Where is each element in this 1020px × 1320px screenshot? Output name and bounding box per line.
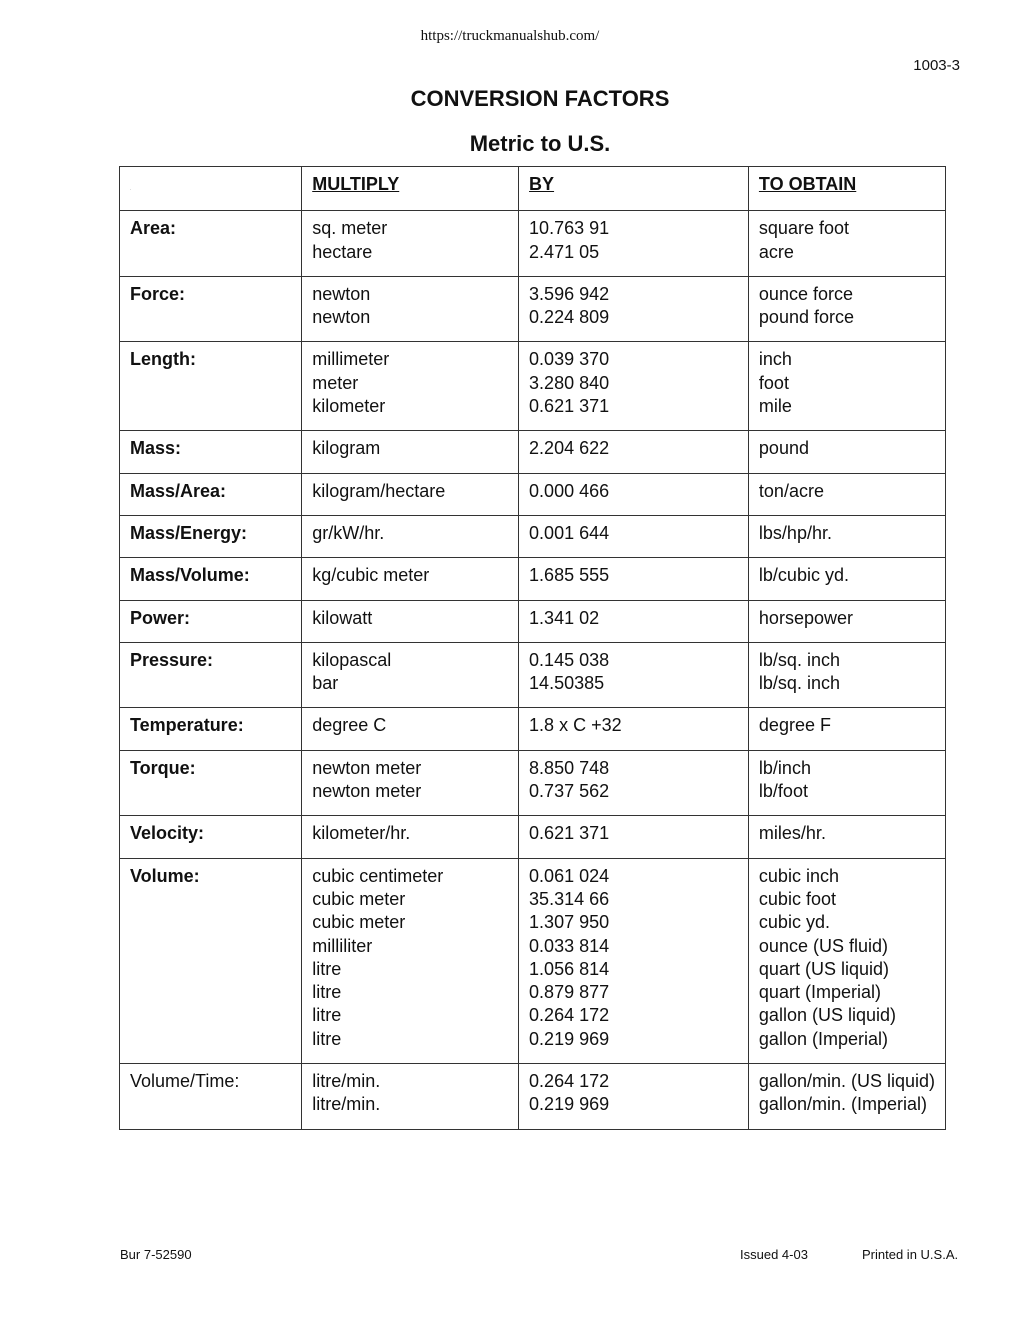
- to-obtain-value: lbs/hp/hr.: [758, 522, 832, 543]
- factor-cell: [519, 858, 749, 1063]
- factor-value: 0.621 371: [529, 396, 610, 417]
- factor-value: 0.737 562: [529, 781, 610, 802]
- factor-value: 0.879 877: [529, 982, 610, 1003]
- category-label: Area:: [130, 218, 177, 239]
- to-obtain-cell: [748, 211, 945, 277]
- factor-value: 1.056 814: [529, 958, 610, 979]
- footer-issued: Issued 4-03: [740, 1247, 808, 1262]
- multiply-value: milliliter: [312, 935, 373, 956]
- to-obtain-value: ounce (US fluid): [758, 935, 888, 956]
- to-obtain-cell: [748, 600, 945, 642]
- multiply-value: cubic meter: [312, 888, 406, 909]
- multiply-value: newton: [312, 283, 371, 304]
- category-cell: [120, 558, 302, 600]
- factor-value: 0.039 370: [529, 349, 610, 370]
- factor-value: 0.264 172: [529, 1071, 610, 1092]
- to-obtain-value: gallon/min. (Imperial): [758, 1094, 927, 1115]
- table-row: [120, 642, 946, 708]
- to-obtain-value: mile: [758, 396, 792, 417]
- multiply-value: newton meter: [312, 781, 422, 802]
- multiply-cell: [302, 600, 519, 642]
- factor-value: 8.850 748: [529, 757, 610, 778]
- to-obtain-cell: [748, 750, 945, 816]
- category-label: Torque:: [130, 757, 196, 778]
- to-obtain-value: ton/acre: [758, 480, 824, 501]
- table-row: [120, 342, 946, 431]
- factor-value: 3.280 840: [529, 372, 610, 393]
- to-obtain-value: ounce force: [758, 283, 853, 304]
- multiply-cell: [302, 515, 519, 557]
- category-label: Volume:: [130, 865, 200, 886]
- multiply-value: litre: [312, 982, 342, 1003]
- category-label: Pressure:: [130, 649, 214, 670]
- multiply-value: litre: [312, 1028, 342, 1049]
- factor-cell: [519, 600, 749, 642]
- factor-value: 0.219 969: [529, 1094, 610, 1115]
- multiply-cell: [302, 473, 519, 515]
- multiply-value: hectare: [312, 241, 373, 262]
- to-obtain-value: quart (Imperial): [758, 982, 881, 1003]
- multiply-value: kilogram: [312, 438, 381, 459]
- header-to-obtain: [748, 167, 945, 211]
- factor-cell: [519, 816, 749, 858]
- multiply-cell: [302, 342, 519, 431]
- to-obtain-cell: [748, 473, 945, 515]
- source-url: https://truckmanualshub.com/: [420, 28, 600, 44]
- multiply-value: litre: [312, 958, 342, 979]
- corner-mark: .: [130, 186, 132, 191]
- category-label: Velocity:: [130, 823, 205, 844]
- category-cell: [120, 342, 302, 431]
- to-obtain-value: acre: [758, 241, 794, 262]
- category-label: Mass:: [130, 438, 182, 459]
- category-cell: [120, 1064, 302, 1130]
- to-obtain-value: lb/cubic yd.: [758, 565, 849, 586]
- factor-value: 1.685 555: [529, 565, 610, 586]
- category-label: Volume/Time:: [130, 1071, 240, 1092]
- factor-value: 1.8 x C +32: [529, 715, 622, 736]
- factor-value: 0.621 371: [529, 823, 610, 844]
- category-cell: [120, 276, 302, 342]
- factor-cell: [519, 708, 749, 750]
- header-by-label: BY: [529, 174, 555, 194]
- to-obtain-value: quart (US liquid): [758, 958, 889, 979]
- factor-value: 35.314 66: [529, 888, 610, 909]
- category-cell: [120, 750, 302, 816]
- multiply-value: kilometer: [312, 396, 386, 417]
- header-multiply: [302, 167, 519, 211]
- to-obtain-value: gallon (US liquid): [758, 1005, 896, 1026]
- category-cell: [120, 211, 302, 277]
- to-obtain-cell: [748, 816, 945, 858]
- header-corner: [120, 167, 302, 211]
- category-label: Force:: [130, 283, 186, 304]
- factor-value: 0.033 814: [529, 935, 610, 956]
- multiply-cell: [302, 276, 519, 342]
- table-body: [120, 211, 946, 1129]
- factor-cell: [519, 473, 749, 515]
- multiply-cell: [302, 431, 519, 473]
- table-row: [120, 211, 946, 277]
- table-row: [120, 708, 946, 750]
- page-number: 1003-3: [913, 57, 960, 74]
- multiply-value: cubic centimeter: [312, 865, 444, 886]
- to-obtain-value: lb/sq. inch: [758, 673, 840, 694]
- to-obtain-value: inch: [758, 349, 792, 370]
- multiply-value: millimeter: [312, 349, 390, 370]
- to-obtain-cell: [748, 342, 945, 431]
- to-obtain-cell: [748, 708, 945, 750]
- multiply-value: degree C: [312, 715, 387, 736]
- factor-cell: [519, 211, 749, 277]
- header-to-obtain-label: TO OBTAIN: [758, 174, 857, 194]
- category-label: Length:: [130, 349, 196, 370]
- table-row: [120, 816, 946, 858]
- table-row: [120, 431, 946, 473]
- table-row: [120, 750, 946, 816]
- table-header-row: [120, 167, 946, 211]
- factor-cell: [519, 750, 749, 816]
- category-label: Mass/Volume:: [130, 565, 250, 586]
- factor-cell: [519, 515, 749, 557]
- factor-value: 2.204 622: [529, 438, 610, 459]
- multiply-value: newton: [312, 307, 371, 328]
- multiply-cell: [302, 816, 519, 858]
- category-cell: [120, 816, 302, 858]
- table-row: [120, 515, 946, 557]
- page-title: CONVERSION FACTORS: [410, 86, 670, 111]
- multiply-value: cubic meter: [312, 912, 406, 933]
- to-obtain-cell: [748, 431, 945, 473]
- multiply-cell: [302, 708, 519, 750]
- to-obtain-value: lb/sq. inch: [758, 649, 840, 670]
- to-obtain-value: pound force: [758, 307, 854, 328]
- to-obtain-cell: [748, 1064, 945, 1130]
- to-obtain-cell: [748, 515, 945, 557]
- to-obtain-value: lb/inch: [758, 757, 811, 778]
- factor-value: 1.341 02: [529, 607, 600, 628]
- factor-cell: [519, 431, 749, 473]
- factor-value: 10.763 91: [529, 218, 610, 239]
- multiply-cell: [302, 1064, 519, 1130]
- to-obtain-cell: [748, 558, 945, 600]
- to-obtain-value: cubic inch: [758, 865, 839, 886]
- multiply-cell: [302, 211, 519, 277]
- multiply-value: kilogram/hectare: [312, 480, 446, 501]
- category-cell: [120, 515, 302, 557]
- factor-cell: [519, 1064, 749, 1130]
- multiply-cell: [302, 558, 519, 600]
- to-obtain-value: horsepower: [758, 607, 853, 628]
- multiply-value: kg/cubic meter: [312, 565, 430, 586]
- table-row: [120, 1064, 946, 1130]
- footer-doc-code: Bur 7-52590: [120, 1247, 192, 1262]
- to-obtain-value: miles/hr.: [758, 823, 826, 844]
- header-by: [519, 167, 749, 211]
- header-multiply-label: MULTIPLY: [312, 174, 400, 194]
- category-cell: [120, 600, 302, 642]
- factor-value: 0.219 969: [529, 1028, 610, 1049]
- multiply-value: newton meter: [312, 757, 422, 778]
- category-label: Mass/Area:: [130, 480, 227, 501]
- factor-value: 1.307 950: [529, 912, 610, 933]
- factor-value: 0.061 024: [529, 865, 610, 886]
- table-row: [120, 473, 946, 515]
- to-obtain-value: cubic foot: [758, 888, 836, 909]
- factor-value: 0.145 038: [529, 649, 610, 670]
- multiply-cell: [302, 642, 519, 708]
- category-cell: [120, 858, 302, 1063]
- to-obtain-value: degree F: [758, 715, 831, 736]
- category-cell: [120, 642, 302, 708]
- category-label: Mass/Energy:: [130, 522, 248, 543]
- category-label: Temperature:: [130, 715, 244, 736]
- factor-value: 0.000 466: [529, 480, 610, 501]
- multiply-value: meter: [312, 372, 359, 393]
- category-label: Power:: [130, 607, 191, 628]
- conversion-table: [119, 166, 946, 1130]
- page-subtitle: Metric to U.S.: [469, 131, 611, 156]
- category-cell: [120, 473, 302, 515]
- multiply-cell: [302, 750, 519, 816]
- multiply-value: kilopascal: [312, 649, 392, 670]
- multiply-value: litre: [312, 1005, 342, 1026]
- to-obtain-cell: [748, 858, 945, 1063]
- factor-cell: [519, 276, 749, 342]
- factor-value: 0.264 172: [529, 1005, 610, 1026]
- multiply-value: kilometer/hr.: [312, 823, 411, 844]
- to-obtain-value: pound: [758, 438, 809, 459]
- category-cell: [120, 431, 302, 473]
- to-obtain-cell: [748, 276, 945, 342]
- multiply-value: sq. meter: [312, 218, 388, 239]
- factor-value: 14.50385: [529, 673, 605, 694]
- factor-value: 0.001 644: [529, 522, 610, 543]
- table-row: [120, 276, 946, 342]
- factor-value: 2.471 05: [529, 241, 600, 262]
- factor-cell: [519, 342, 749, 431]
- table-row: [120, 600, 946, 642]
- to-obtain-cell: [748, 642, 945, 708]
- table-row: [120, 858, 946, 1063]
- to-obtain-value: square foot: [758, 218, 849, 239]
- multiply-value: litre/min.: [312, 1071, 381, 1092]
- factor-cell: [519, 642, 749, 708]
- factor-value: 3.596 942: [529, 283, 610, 304]
- footer-printed: Printed in U.S.A.: [862, 1247, 959, 1262]
- multiply-cell: [302, 858, 519, 1063]
- multiply-value: litre/min.: [312, 1094, 381, 1115]
- multiply-value: gr/kW/hr.: [312, 522, 385, 543]
- to-obtain-value: cubic yd.: [758, 912, 830, 933]
- factor-cell: [519, 558, 749, 600]
- to-obtain-value: lb/foot: [758, 781, 808, 802]
- category-cell: [120, 708, 302, 750]
- to-obtain-value: foot: [758, 372, 789, 393]
- multiply-value: bar: [312, 673, 339, 694]
- table-row: [120, 558, 946, 600]
- multiply-value: kilowatt: [312, 607, 373, 628]
- factor-value: 0.224 809: [529, 307, 610, 328]
- to-obtain-value: gallon (Imperial): [758, 1028, 888, 1049]
- to-obtain-value: gallon/min. (US liquid): [758, 1071, 935, 1092]
